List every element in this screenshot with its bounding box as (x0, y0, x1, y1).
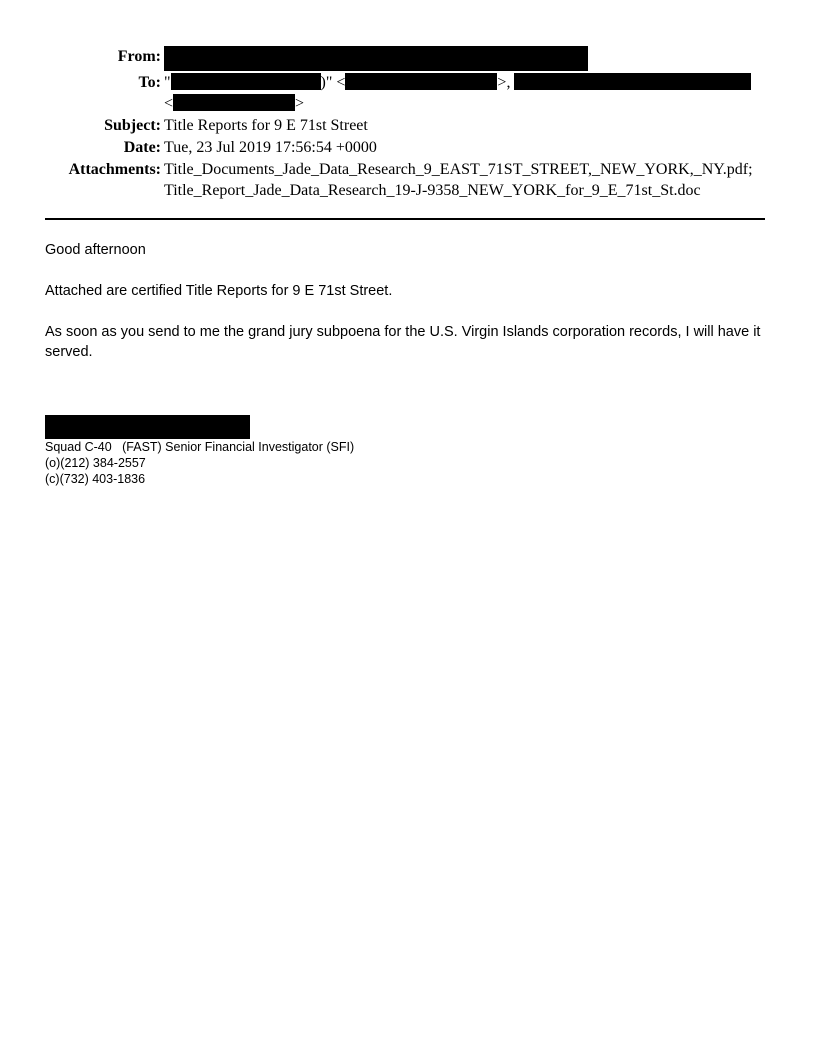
to-value (164, 72, 764, 114)
signature-title: Squad C-40 (FAST) Senior Financial Investigator (SFI) (45, 440, 355, 454)
body-paragraph: Attached are certified Title Reports for 9 E 71st Street. (45, 283, 393, 299)
subject-value: Title Reports for 9 E 71st Street (164, 117, 368, 134)
date-value: Tue, 23 Jul 2019 17:56:54 +0000 (164, 139, 377, 156)
attachment-item[interactable]: Title_Documents_Jade_Data_Research_9_EAST_71ST_STREET,_NEW_YORK,_NY.pdf; (164, 161, 753, 178)
to-row (0, 72, 816, 114)
attachments-row (0, 159, 816, 201)
body-paragraph: As soon as you send to me the grand jury subpoena for the U.S. Virgin Islands corporation records, I will have it served. (45, 324, 761, 360)
redaction-block (171, 73, 321, 90)
header-divider (45, 218, 765, 220)
redaction-block (45, 415, 250, 439)
subject-row (0, 115, 816, 136)
attachments-label: Attachments: (68, 161, 161, 178)
attachment-item[interactable]: Title_Report_Jade_Data_Research_19-J-9358_NEW_YORK_for_9_E_71st_St.doc (164, 182, 701, 199)
from-label: From: (117, 48, 161, 65)
to-mid2: >, (497, 74, 511, 91)
to-quote-open: " (164, 74, 171, 91)
signature-office-phone: (o)(212) 384-2557 (45, 456, 146, 470)
from-row (0, 46, 816, 71)
to-gt: > (295, 95, 305, 112)
to-lt: < (164, 95, 174, 112)
to-mid: )" < (320, 74, 346, 91)
email-body (45, 240, 770, 383)
greeting: Good afternoon (45, 242, 146, 258)
date-row (0, 137, 816, 158)
to-label: To: (138, 74, 161, 91)
signature-cell-phone: (c)(732) 403-1836 (45, 472, 146, 486)
redaction-block (514, 73, 751, 90)
from-value (164, 46, 764, 71)
date-label: Date: (123, 139, 161, 156)
redaction-block (345, 73, 497, 90)
attachments-value (164, 159, 764, 201)
redaction-block (173, 94, 295, 111)
signature-block (45, 415, 545, 487)
email-header (0, 46, 816, 202)
subject-label: Subject: (104, 117, 161, 134)
redaction-block (164, 46, 588, 71)
